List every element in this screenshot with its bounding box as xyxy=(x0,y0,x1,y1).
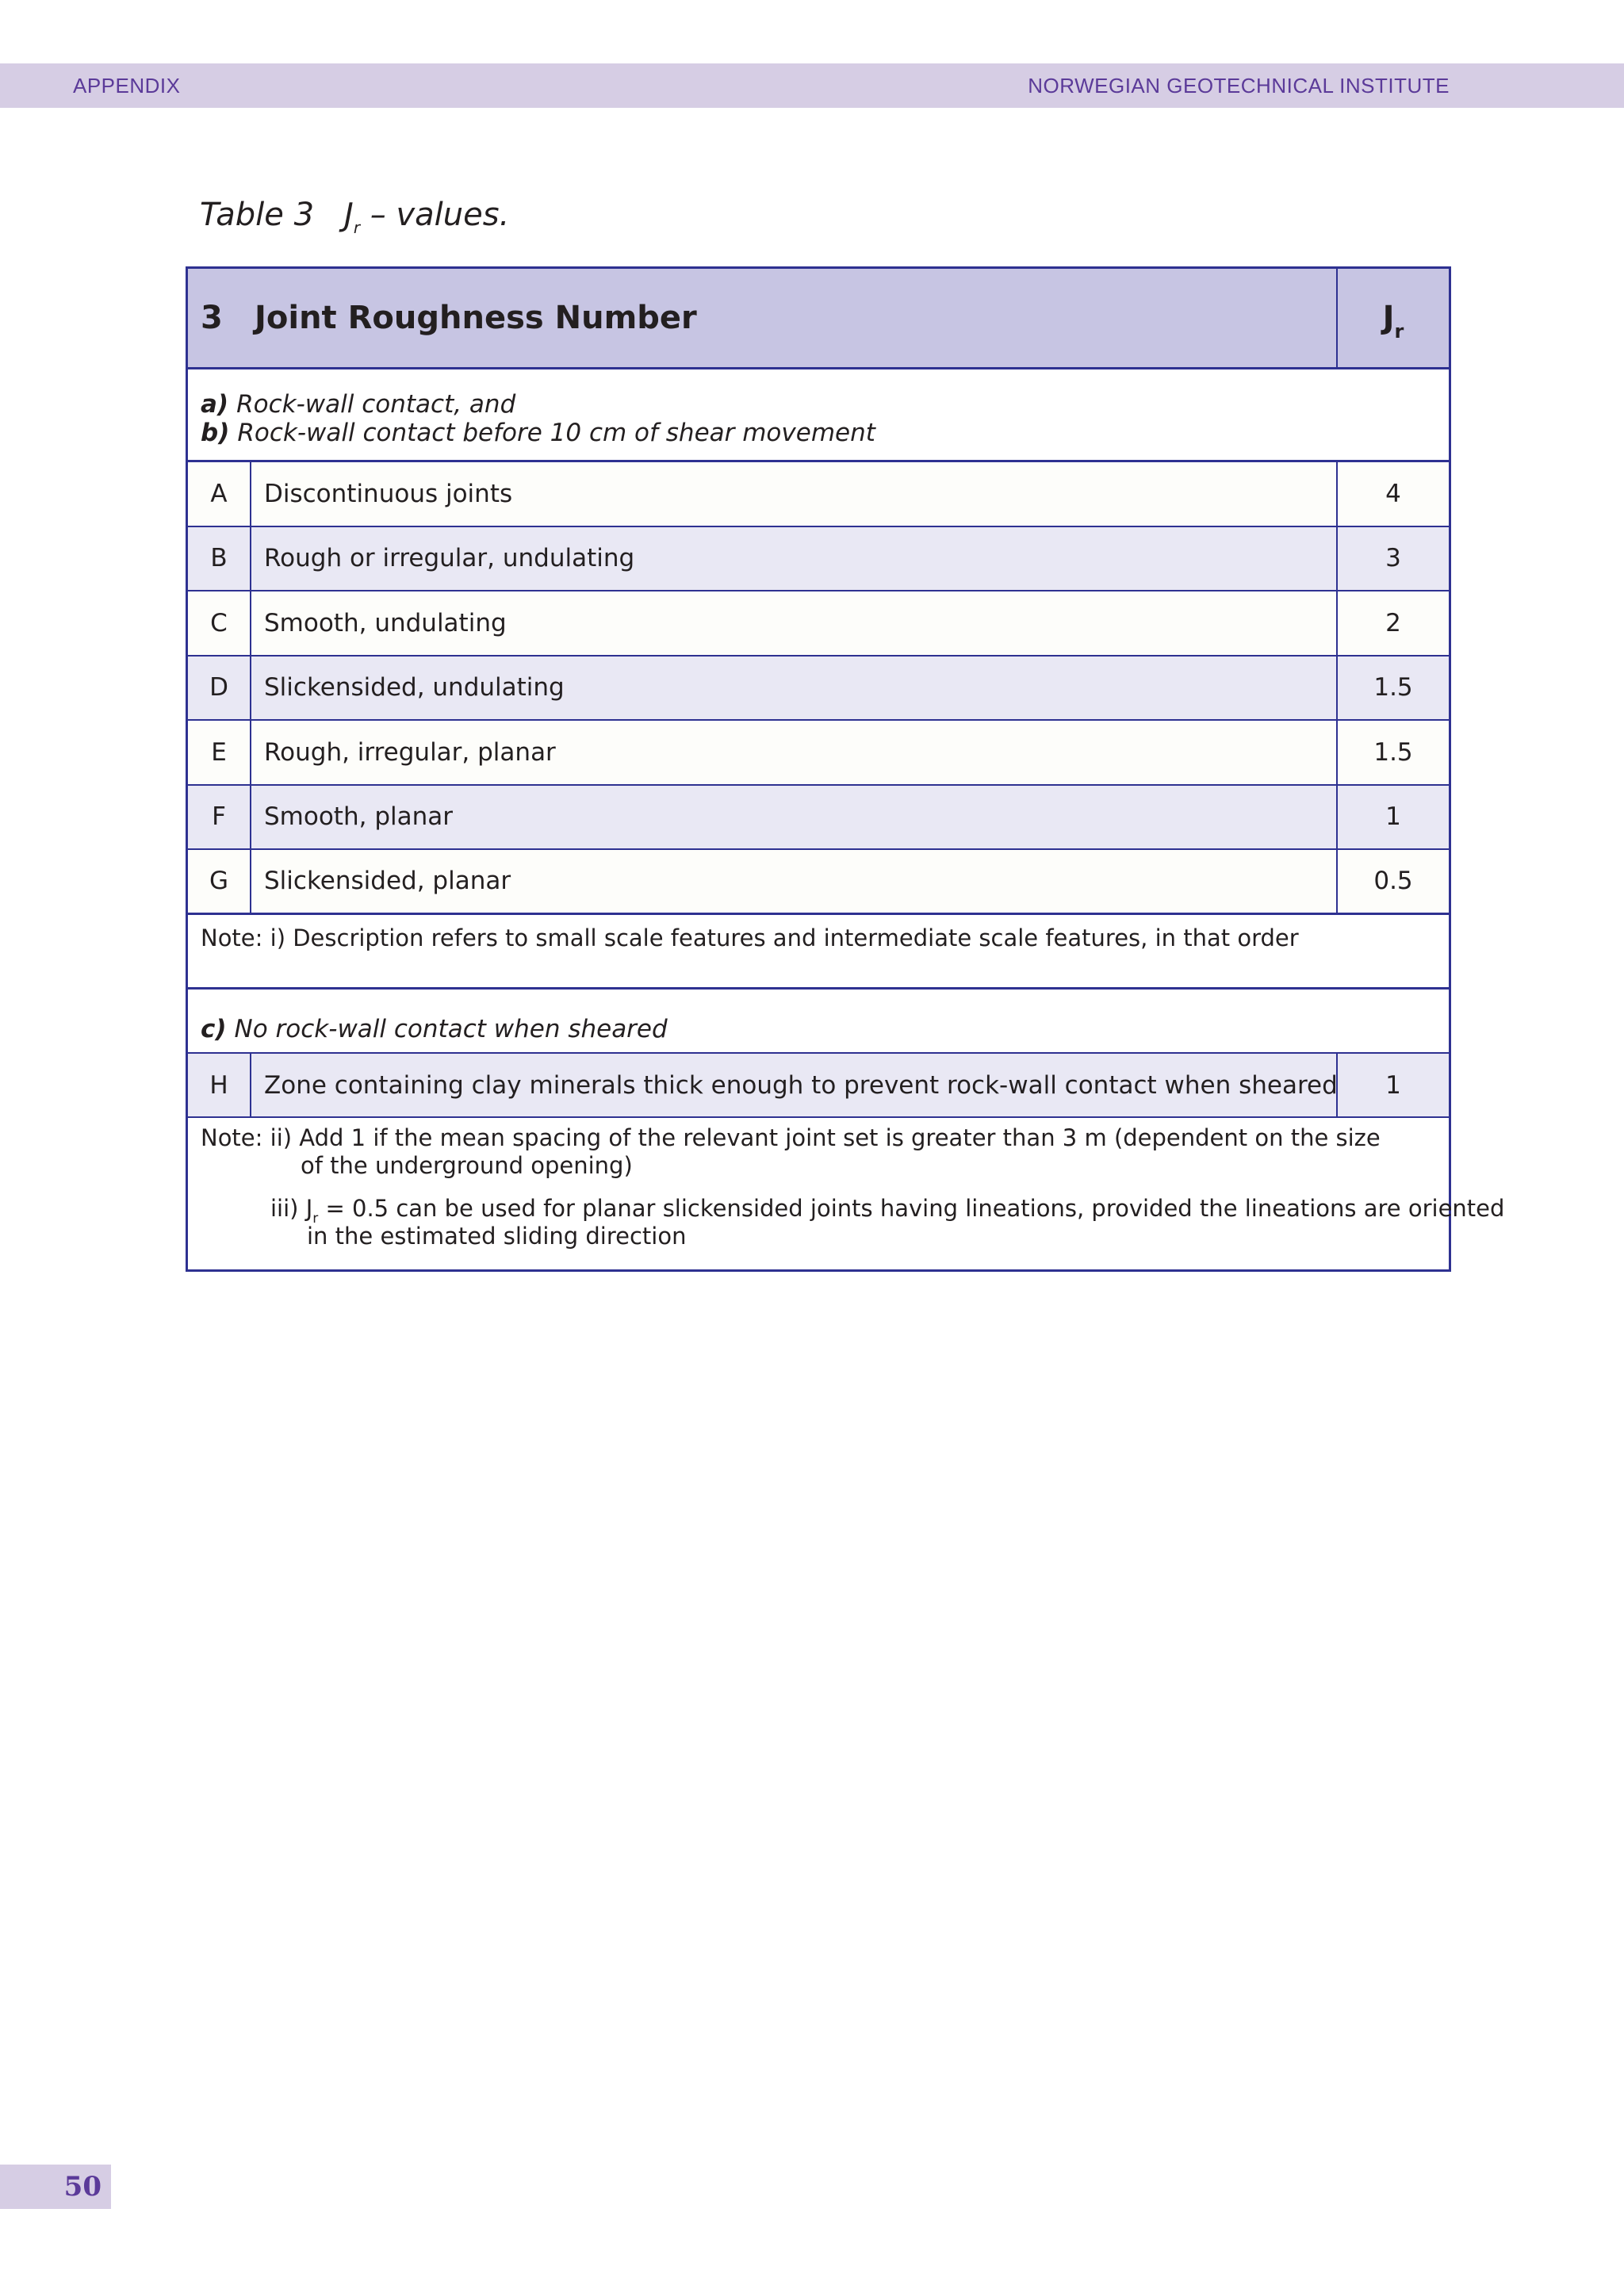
table-title: Joint Roughness Number xyxy=(255,300,697,336)
row-letter: E xyxy=(188,721,251,784)
section-b-line: b) Rock-wall contact before 10 cm of shear movement xyxy=(201,419,875,447)
row-value: 2 xyxy=(1336,591,1449,655)
row-value: 1.5 xyxy=(1336,721,1449,784)
header-section-label: APPENDIX xyxy=(73,74,181,98)
row-description: Slickensided, planar xyxy=(264,867,511,896)
table-row xyxy=(188,527,1449,592)
row-letter: F xyxy=(188,786,251,849)
row-letter: A xyxy=(188,462,251,526)
value-column-header: $J_r$ xyxy=(1336,269,1449,367)
section-c-line: c) No rock-wall contact when sheared xyxy=(201,1015,668,1043)
table-row xyxy=(188,850,1449,915)
caption-symbol: $J_r$ xyxy=(344,197,361,237)
note-i: Note: i) Description refers to small scale features and intermediate scale features, in that order xyxy=(188,915,1449,990)
table-row xyxy=(188,786,1449,851)
table-row xyxy=(188,721,1449,786)
table-caption xyxy=(200,197,509,237)
row-letter: D xyxy=(188,657,251,720)
caption-label: Table 3 xyxy=(200,197,315,233)
row-value: 0.5 xyxy=(1336,850,1449,913)
note-ii-line1: Note: ii) Add 1 if the mean spacing of the relevant joint set is greater than 3 m (dependent on the size xyxy=(201,1124,1381,1151)
row-description: Slickensided, undulating xyxy=(264,673,565,702)
row-description: Rough, irregular, planar xyxy=(264,737,556,767)
row-value: 1 xyxy=(1336,1054,1449,1116)
table-row xyxy=(188,462,1449,527)
row-value: 3 xyxy=(1336,527,1449,591)
note-ii-line2: of the underground opening) xyxy=(301,1152,633,1179)
running-header xyxy=(0,63,1624,108)
notes-ii-iii xyxy=(188,1118,1505,1269)
page-number: 50 xyxy=(63,2171,102,2203)
row-value: 1.5 xyxy=(1336,657,1449,720)
row-description: Rough or irregular, undulating xyxy=(264,544,635,573)
row-letter: H xyxy=(188,1054,251,1116)
table-row xyxy=(188,1054,1449,1118)
table-title-row xyxy=(188,269,1449,369)
row-description: Discontinuous joints xyxy=(264,479,513,508)
section-c-header xyxy=(188,990,1449,1054)
table-number: 3 xyxy=(201,300,223,336)
section-ab-header xyxy=(188,369,1449,462)
caption-suffix: – values. xyxy=(370,197,510,233)
row-value: 4 xyxy=(1336,462,1449,526)
section-a-line: a) Rock-wall contact, and xyxy=(201,390,516,419)
jr-table xyxy=(186,266,1505,1272)
table-row xyxy=(188,591,1449,657)
note-iii-line1: iii) $J_r = 0.5$ can be used for planar slickensided joints having lineations, provided the lineations are oriented xyxy=(270,1195,1505,1227)
row-description: Smooth, undulating xyxy=(264,608,507,637)
row-value: 1 xyxy=(1336,786,1449,849)
note-iii-line2: in the estimated sliding direction xyxy=(307,1223,687,1250)
header-publisher: NORWEGIAN GEOTECHNICAL INSTITUTE xyxy=(1028,74,1450,98)
row-letter: B xyxy=(188,527,251,591)
table-row xyxy=(188,657,1449,722)
row-letter: C xyxy=(188,591,251,655)
row-description: Smooth, planar xyxy=(264,802,453,832)
row-description: Zone containing clay minerals thick enough to prevent rock-wall contact when sheared xyxy=(264,1070,1338,1100)
page-number-box xyxy=(0,2165,111,2209)
row-letter: G xyxy=(188,850,251,913)
